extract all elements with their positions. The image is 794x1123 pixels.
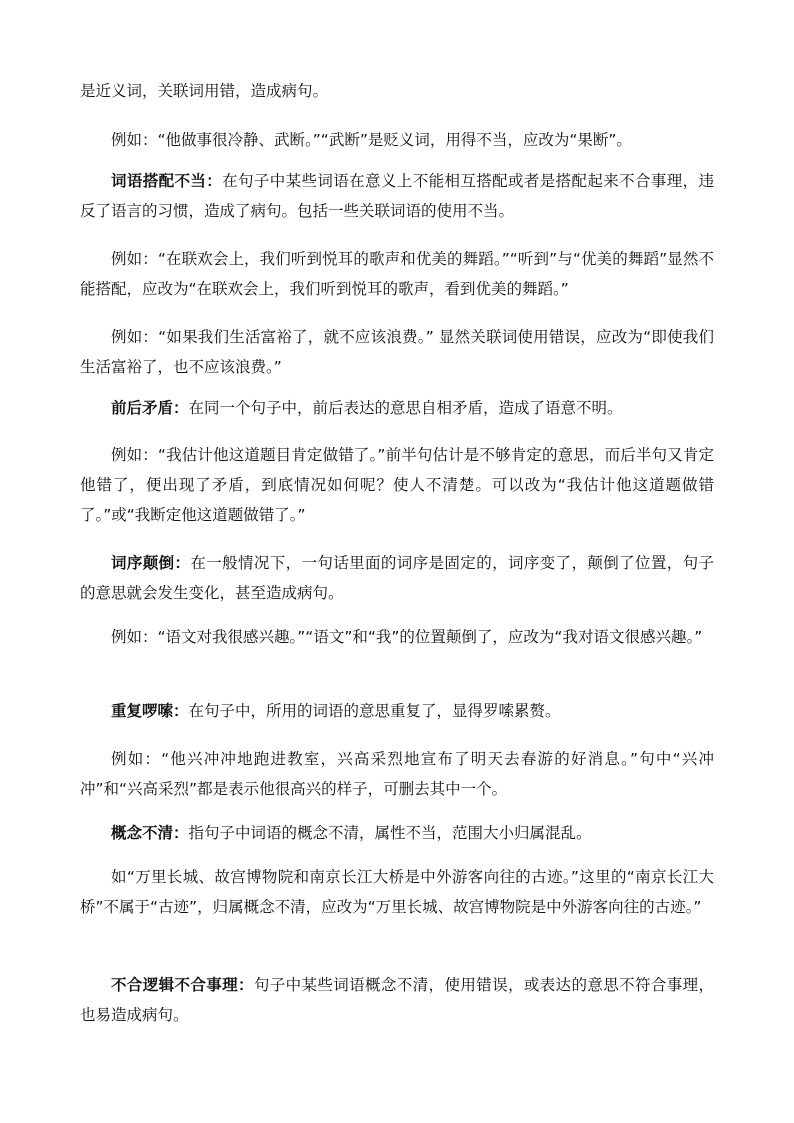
paragraph-text: 例如：“语文对我很感兴趣。”“语文”和“我”的位置颠倒了，应改为“我对语文很感兴趣。” <box>111 628 703 646</box>
definition-contradiction <box>80 393 714 423</box>
paragraph-text: 在同一个句子中，前后表达的意思自相矛盾，造成了语意不明。 <box>188 399 623 417</box>
paragraph-text: 句子中某些词语概念不清，使用错误，或表达的意思不符合事理，也易造成病句。 <box>80 976 714 1024</box>
example-paragraph <box>80 244 714 304</box>
paragraph-text: 例如：“他做事很冷静、武断。”“武断”是贬义词，用得不当，应改为“果断”。 <box>111 131 632 149</box>
paragraph-text: 是近义词，关联词用错，造成病句。 <box>80 82 329 100</box>
paragraph-text: 例如：“他兴冲冲地跑进教室，兴高采烈地宣布了明天去春游的好消息。”句中“兴冲冲”和“兴高采烈”都是表示他很高兴的样子，可删去其中一个。 <box>80 750 714 798</box>
paragraph-text: 在一般情况下，一句话里面的词序是固定的，词序变了，颠倒了位置，句子的意思就会发生变化，甚至造成病句。 <box>80 554 714 602</box>
paragraph-text: 例如：“如果我们生活富裕了，就不应该浪费。” 显然关联词使用错误，应改为“即使我们生活富裕了，也不应该浪费。” <box>80 328 714 376</box>
definition-word-order <box>80 548 714 608</box>
term-heading: 前后矛盾： <box>111 399 189 417</box>
definition-redundancy <box>80 696 714 726</box>
definition-illogical <box>80 970 714 1030</box>
example-paragraph <box>80 322 714 382</box>
paragraph-text: 在句子中某些词语在意义上不能相互搭配或者是搭配起来不合事理，违反了语言的习惯，造成了病句。包括一些关联词语的使用不当。 <box>80 172 714 220</box>
example-paragraph <box>80 440 714 530</box>
example-paragraph <box>80 862 714 922</box>
paragraph-text: 在句子中，所用的词语的意思重复了，显得罗嗦累赘。 <box>188 702 561 720</box>
term-heading: 不合逻辑不合事理： <box>111 976 254 994</box>
paragraph-text: 例如：“我估计他这道题目肯定做错了。”前半句估计是不够肯定的意思，而后半句又肯定他错了，便出现了矛盾，到底情况如何呢？使人不清楚。可以改为“我估计他这道题做错了。”或“我断定他这道题做错了。” <box>80 446 714 524</box>
paragraph-continuation <box>80 76 714 106</box>
paragraph-text: 例如：“在联欢会上，我们听到悦耳的歌声和优美的舞蹈。”“听到”与“优美的舞蹈”显然不能搭配，应改为“在联欢会上，我们听到悦耳的歌声，看到优美的舞蹈。” <box>80 250 714 298</box>
definition-collocation <box>80 166 714 226</box>
definition-unclear-concept <box>80 818 714 848</box>
term-heading: 词语搭配不当： <box>111 172 223 190</box>
example-paragraph <box>80 622 714 652</box>
term-heading: 重复啰嗦： <box>111 702 189 720</box>
paragraph-text: 如“万里长城、故宫博物院和南京长江大桥是中外游客向往的古迹。”这里的“南京长江大桥”不属于“古迹”，归属概念不清，应改为“万里长城、故宫博物院是中外游客向往的古迹。” <box>80 868 714 916</box>
example-paragraph <box>80 744 714 804</box>
term-heading: 词序颠倒： <box>111 554 191 572</box>
example-paragraph <box>80 125 714 155</box>
term-heading: 概念不清： <box>111 824 189 842</box>
paragraph-text: 指句子中词语的概念不清，属性不当，范围大小归属混乱。 <box>188 824 592 842</box>
